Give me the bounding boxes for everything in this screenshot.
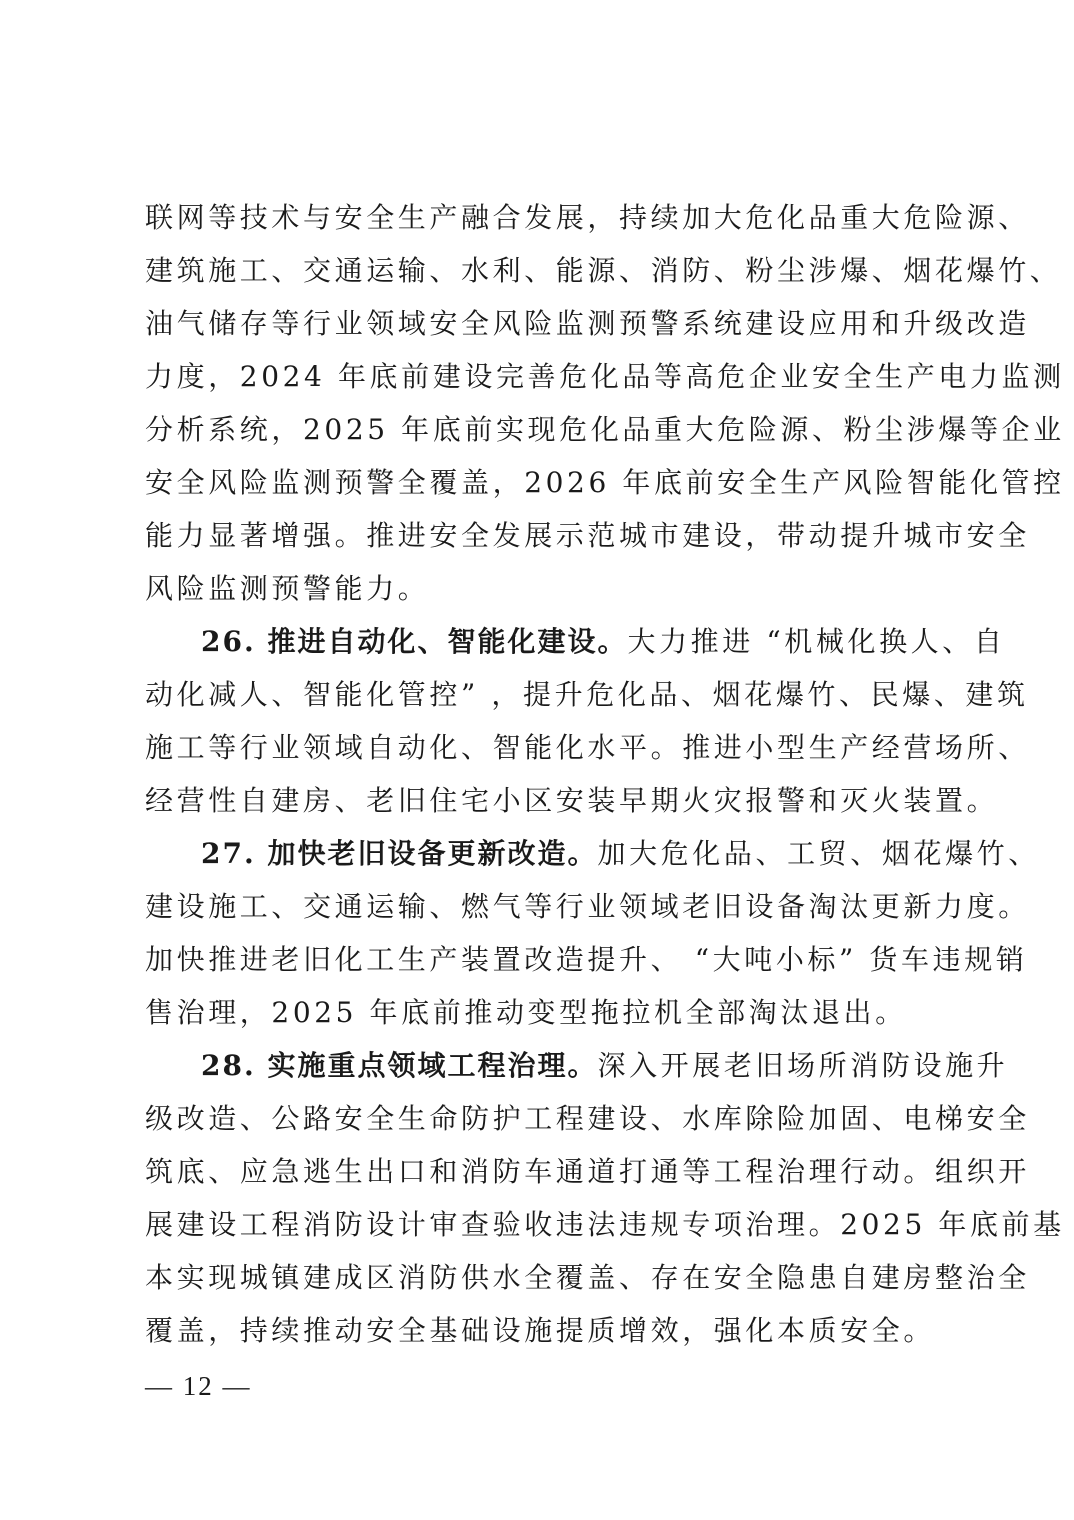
section-26-intro: 大力推进 “机械化换人、自 bbox=[627, 625, 1006, 658]
body-text-line: 油气储存等行业领域安全风险监测预警系统建设应用和升级改造 bbox=[145, 307, 1030, 340]
body-text-line: 联网等技术与安全生产融合发展，持续加大危化品重大危险源、 bbox=[145, 201, 1030, 234]
body-text-line: 覆盖，持续推动安全基础设施提质增效，强化本质安全。 bbox=[145, 1314, 936, 1347]
body-text-line: 动化减人、智能化管控” ，提升危化品、烟花爆竹、民爆、建筑 bbox=[145, 678, 1029, 711]
section-27-intro: 加大危化品、工贸、烟花爆竹、 bbox=[597, 837, 1040, 870]
body-text-line: 展建设工程消防设计审查验收违法违规专项治理。2025 年底前基 bbox=[145, 1208, 1065, 1241]
body-text-line: 加快推进老旧化工生产装置改造提升、 “大吨小标” 货车违规销 bbox=[145, 943, 1028, 976]
body-text-line: 本实现城镇建成区消防供水全覆盖、存在安全隐患自建房整治全 bbox=[145, 1261, 1030, 1294]
body-text-line: 能力显著增强。推进安全发展示范城市建设，带动提升城市安全 bbox=[145, 519, 1030, 552]
body-text-line: 风险监测预警能力。 bbox=[145, 572, 430, 605]
section-28-first-line bbox=[201, 1040, 1009, 1092]
body-text-line: 筑底、应急逃生出口和消防车通道打通等工程治理行动。组织开 bbox=[145, 1155, 1030, 1188]
section-28-heading: 28. 实施重点领域工程治理。 bbox=[201, 1049, 598, 1082]
section-26-first-line bbox=[201, 616, 1006, 668]
section-27-heading: 27. 加快老旧设备更新改造。 bbox=[201, 837, 598, 870]
body-text-line: 建设施工、交通运输、燃气等行业领域老旧设备淘汰更新力度。 bbox=[145, 890, 1030, 923]
section-28-intro: 深入开展老旧场所消防设施升 bbox=[597, 1049, 1009, 1082]
body-text-line: 安全风险监测预警全覆盖，2026 年底前安全生产风险智能化管控 bbox=[145, 466, 1065, 499]
body-text-line: 建筑施工、交通运输、水利、能源、消防、粉尘涉爆、烟花爆竹、 bbox=[145, 254, 1062, 287]
body-text-line: 分析系统，2025 年底前实现危化品重大危险源、粉尘涉爆等企业 bbox=[145, 413, 1065, 446]
body-text-line: 售治理，2025 年底前推动变型拖拉机全部淘汰退出。 bbox=[145, 996, 907, 1029]
section-27-first-line bbox=[201, 828, 1040, 880]
body-text-line: 施工等行业领域自动化、智能化水平。推进小型生产经营场所、 bbox=[145, 731, 1030, 764]
body-text-line: 级改造、公路安全生命防护工程建设、水库除险加固、电梯安全 bbox=[145, 1102, 1030, 1135]
page-number: — 12 — bbox=[145, 1371, 252, 1401]
body-text-line: 力度，2024 年底前建设完善危化品等高危企业安全生产电力监测 bbox=[145, 360, 1065, 393]
body-text-line: 经营性自建房、老旧住宅小区安装早期火灾报警和灭火装置。 bbox=[145, 784, 999, 817]
section-26-heading: 26. 推进自动化、智能化建设。 bbox=[201, 625, 628, 658]
